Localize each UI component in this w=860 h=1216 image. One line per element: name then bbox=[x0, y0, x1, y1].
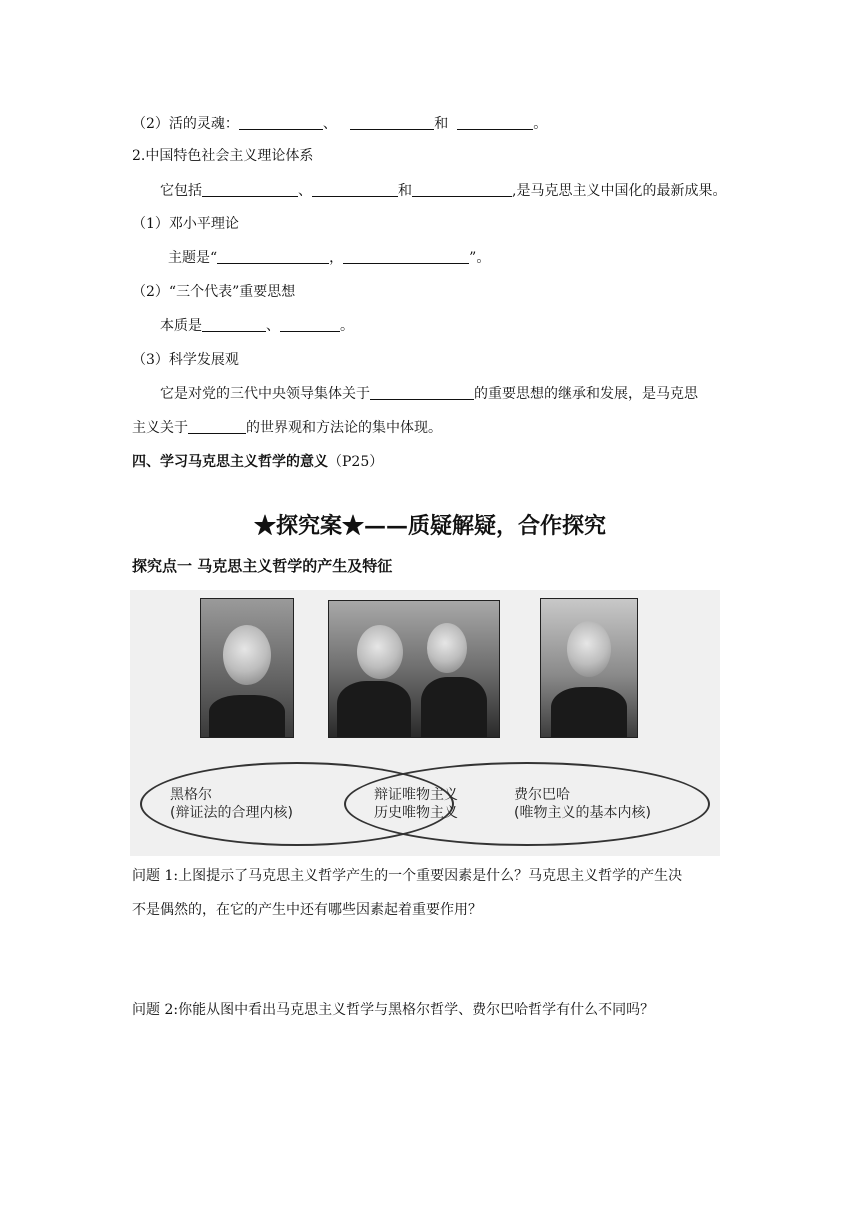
question-1-line-1: 问题 1:上图提示了马克思主义哲学产生的一个重要因素是什么？马克思主义哲学的产生决 bbox=[132, 868, 683, 884]
hegel-label bbox=[170, 786, 293, 822]
question-1-line-2: 不是偶然的，在它的产生中还有哪些因素起着重要作用？ bbox=[132, 902, 482, 918]
intersection-label bbox=[374, 786, 458, 822]
separator: 、 bbox=[322, 116, 337, 132]
separator: 、 bbox=[266, 318, 280, 334]
hegel-note: (辩证法的合理内核) bbox=[170, 805, 293, 821]
answer-blank[interactable] bbox=[412, 182, 512, 197]
inquiry-point-1-heading: 探究点一 马克思主义哲学的产生及特征 bbox=[132, 557, 393, 575]
answer-blank[interactable] bbox=[312, 182, 398, 197]
coat bbox=[209, 695, 285, 737]
inquiry-title: ★探究案★——质疑解疑，合作探究 bbox=[253, 513, 606, 539]
answer-blank[interactable] bbox=[280, 317, 340, 332]
answer-blank[interactable] bbox=[239, 115, 323, 130]
hegel-name: 黑格尔 bbox=[170, 787, 212, 803]
outlook-fill-in-line bbox=[160, 384, 698, 404]
significance-title: 四、学习马克思主义哲学的意义 bbox=[132, 454, 328, 470]
closing-quote: ”。 bbox=[469, 250, 491, 266]
face bbox=[567, 621, 611, 677]
dialectical-materialism: 辩证唯物主义 bbox=[374, 787, 458, 803]
answer-blank[interactable] bbox=[457, 115, 533, 130]
separator: ， bbox=[329, 250, 344, 266]
feuerbach-name: 费尔巴哈 bbox=[514, 787, 570, 803]
includes-label: 它包括 bbox=[160, 183, 202, 199]
feuerbach-note: (唯物主义的基本内核) bbox=[514, 805, 651, 821]
coat bbox=[337, 681, 411, 737]
outlook-label-2: 主义关于 bbox=[132, 420, 188, 436]
soul-fill-in-line bbox=[132, 114, 547, 134]
coat bbox=[551, 687, 627, 737]
question-2: 问题 2:你能从图中看出马克思主义哲学与黑格尔哲学、费尔巴哈哲学有什么不同吗？ bbox=[132, 1002, 655, 1018]
separator: 和 bbox=[434, 116, 449, 132]
period: 。 bbox=[533, 116, 548, 132]
outlook-label: 它是对党的三代中央领导集体关于 bbox=[160, 386, 370, 402]
separator: 、 bbox=[298, 183, 312, 199]
period: 。 bbox=[340, 318, 354, 334]
soul-label: （2）活的灵魂： bbox=[132, 116, 239, 132]
feuerbach-label bbox=[514, 786, 651, 822]
coat bbox=[421, 677, 487, 737]
scientific-outlook-heading: （3）科学发展观 bbox=[132, 352, 239, 368]
answer-blank[interactable] bbox=[202, 182, 298, 197]
outlook-tail-2: 的世界观和方法论的集中体现。 bbox=[246, 420, 442, 436]
philosophers-figure bbox=[130, 590, 720, 856]
page-ref: （P25） bbox=[328, 454, 384, 470]
answer-blank[interactable] bbox=[202, 317, 266, 332]
significance-heading bbox=[132, 452, 383, 472]
answer-blank[interactable] bbox=[370, 385, 474, 400]
essence-fill-in-line bbox=[160, 316, 354, 336]
three-represents-heading: （2）“三个代表”重要思想 bbox=[132, 284, 296, 300]
marx-engels-portrait bbox=[328, 600, 500, 738]
deng-theory-heading: （1）邓小平理论 bbox=[132, 216, 239, 232]
separator: 和 bbox=[398, 183, 412, 199]
outlook-tail: 的重要思想的继承和发展，是马克思 bbox=[474, 386, 698, 402]
outlook-fill-in-line-2 bbox=[132, 418, 442, 438]
essence-label: 本质是 bbox=[160, 318, 202, 334]
face bbox=[357, 625, 403, 679]
answer-blank[interactable] bbox=[350, 115, 434, 130]
historical-materialism: 历史唯物主义 bbox=[374, 805, 458, 821]
answer-blank[interactable] bbox=[217, 249, 329, 264]
includes-fill-in-line bbox=[160, 181, 726, 201]
theme-label: 主题是“ bbox=[168, 250, 218, 266]
hegel-portrait bbox=[200, 598, 294, 738]
theory-system-heading: 2.中国特色社会主义理论体系 bbox=[132, 148, 314, 164]
feuerbach-portrait bbox=[540, 598, 638, 738]
answer-blank[interactable] bbox=[343, 249, 469, 264]
includes-tail: ,是马克思主义中国化的最新成果。 bbox=[512, 183, 727, 199]
theme-fill-in-line bbox=[168, 248, 490, 268]
answer-blank[interactable] bbox=[188, 419, 246, 434]
face bbox=[427, 623, 467, 673]
face bbox=[223, 625, 271, 685]
